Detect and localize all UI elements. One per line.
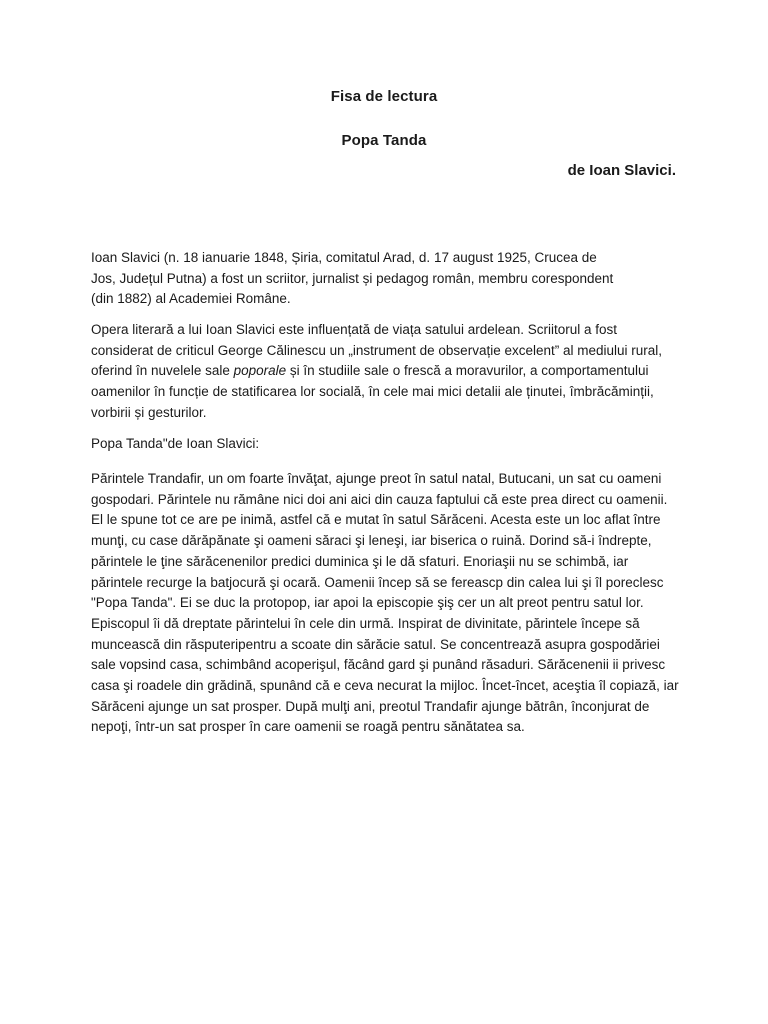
literary-work-paragraph bbox=[91, 320, 679, 424]
biography-paragraph bbox=[91, 248, 679, 310]
summary-paragraph: Părintele Trandafir, un om foarte învăţat, ajunge preot în satul natal, Butucani, un sat cu oameni gospodari. Părintele nu rămâne nici doi ani aici din cauza faptului că este prea direct cu oamenii. El le spune tot ce are pe inimă, astfel că e mutat în satul Sărăceni. Acesta este un loc aflat între munţi, cu case dărăpănate şi oameni săraci şi leneşi, iar biserica o ruină. Dorind să-i îndrepte, părintele le ţine sărăcenenilor predici duminica şi le dă sfaturi. Enoriaşii nu se schimbă, iar părintele recurge la batjocură şi ocară. Oamenii încep să se fereascp din calea lui şi îl poreclesc "Popa Tanda". Ei se duc la protopop, iar apoi la episcopie şiş cer un alt preot pentru satul lor. Episcopul îi dă dreptate părintelui în cele din urmă. Inspirat de divinitate, părintele începe să muncească din răsputeripentru a scoate din sărăcie satul. Se concentrează asupra gospodăriei sale vopsind casa, schimbând acoperişul, făcând gard şi punând răsaduri. Sărăcenenii ii privesc casa şi roadele din grădină, spunând că e ceva necurat la mijloc. Încet-încet, aceştia îl copiază, iar Sărăceni ajunge un sat prosper. După mulţi ani, preotul Trandafir ajunge bătrân, înconjurat de nepoţi, într-un sat prosper în care oamenii se roagă pentru sănătatea sa. bbox=[91, 471, 679, 735]
biography-line-1: Ioan Slavici (n. 18 ianuarie 1848, Șiria, comitatul Arad, d. 17 august 1925, Crucea de bbox=[91, 250, 597, 265]
biography-line-2: Jos, Județul Putna) a fost un scriitor, jurnalist și pedagog român, membru corespondent bbox=[91, 270, 614, 286]
literary-work-text-part2: și în studiile sale o frescă a moravurilor, a comportamentului oamenilor în funcție de statificarea lor socială, în cele mai mici detalii ale ținutei, îmbrăcăminții, vorbirii și gesturilor. bbox=[91, 363, 654, 420]
literary-work-text-part1: Opera literară a lui Ioan Slavici este influențată de viața satului ardelean. Scriitorul a fost considerat de criticul George Călinescu un „instrument de observație excelent” al mediului rural, oferind în nuvelele sale bbox=[91, 322, 663, 379]
book-title: Popa Tanda bbox=[341, 132, 427, 149]
document-title: Fisa de lectura bbox=[330, 88, 438, 105]
section-heading: Popa Tanda"de Ioan Slavici: bbox=[91, 436, 260, 451]
author-line: de Ioan Slavici. bbox=[567, 162, 676, 179]
literary-work-italic-term: poporale bbox=[233, 363, 287, 379]
biography-line-3: (din 1882) al Academiei Române. bbox=[91, 291, 291, 307]
